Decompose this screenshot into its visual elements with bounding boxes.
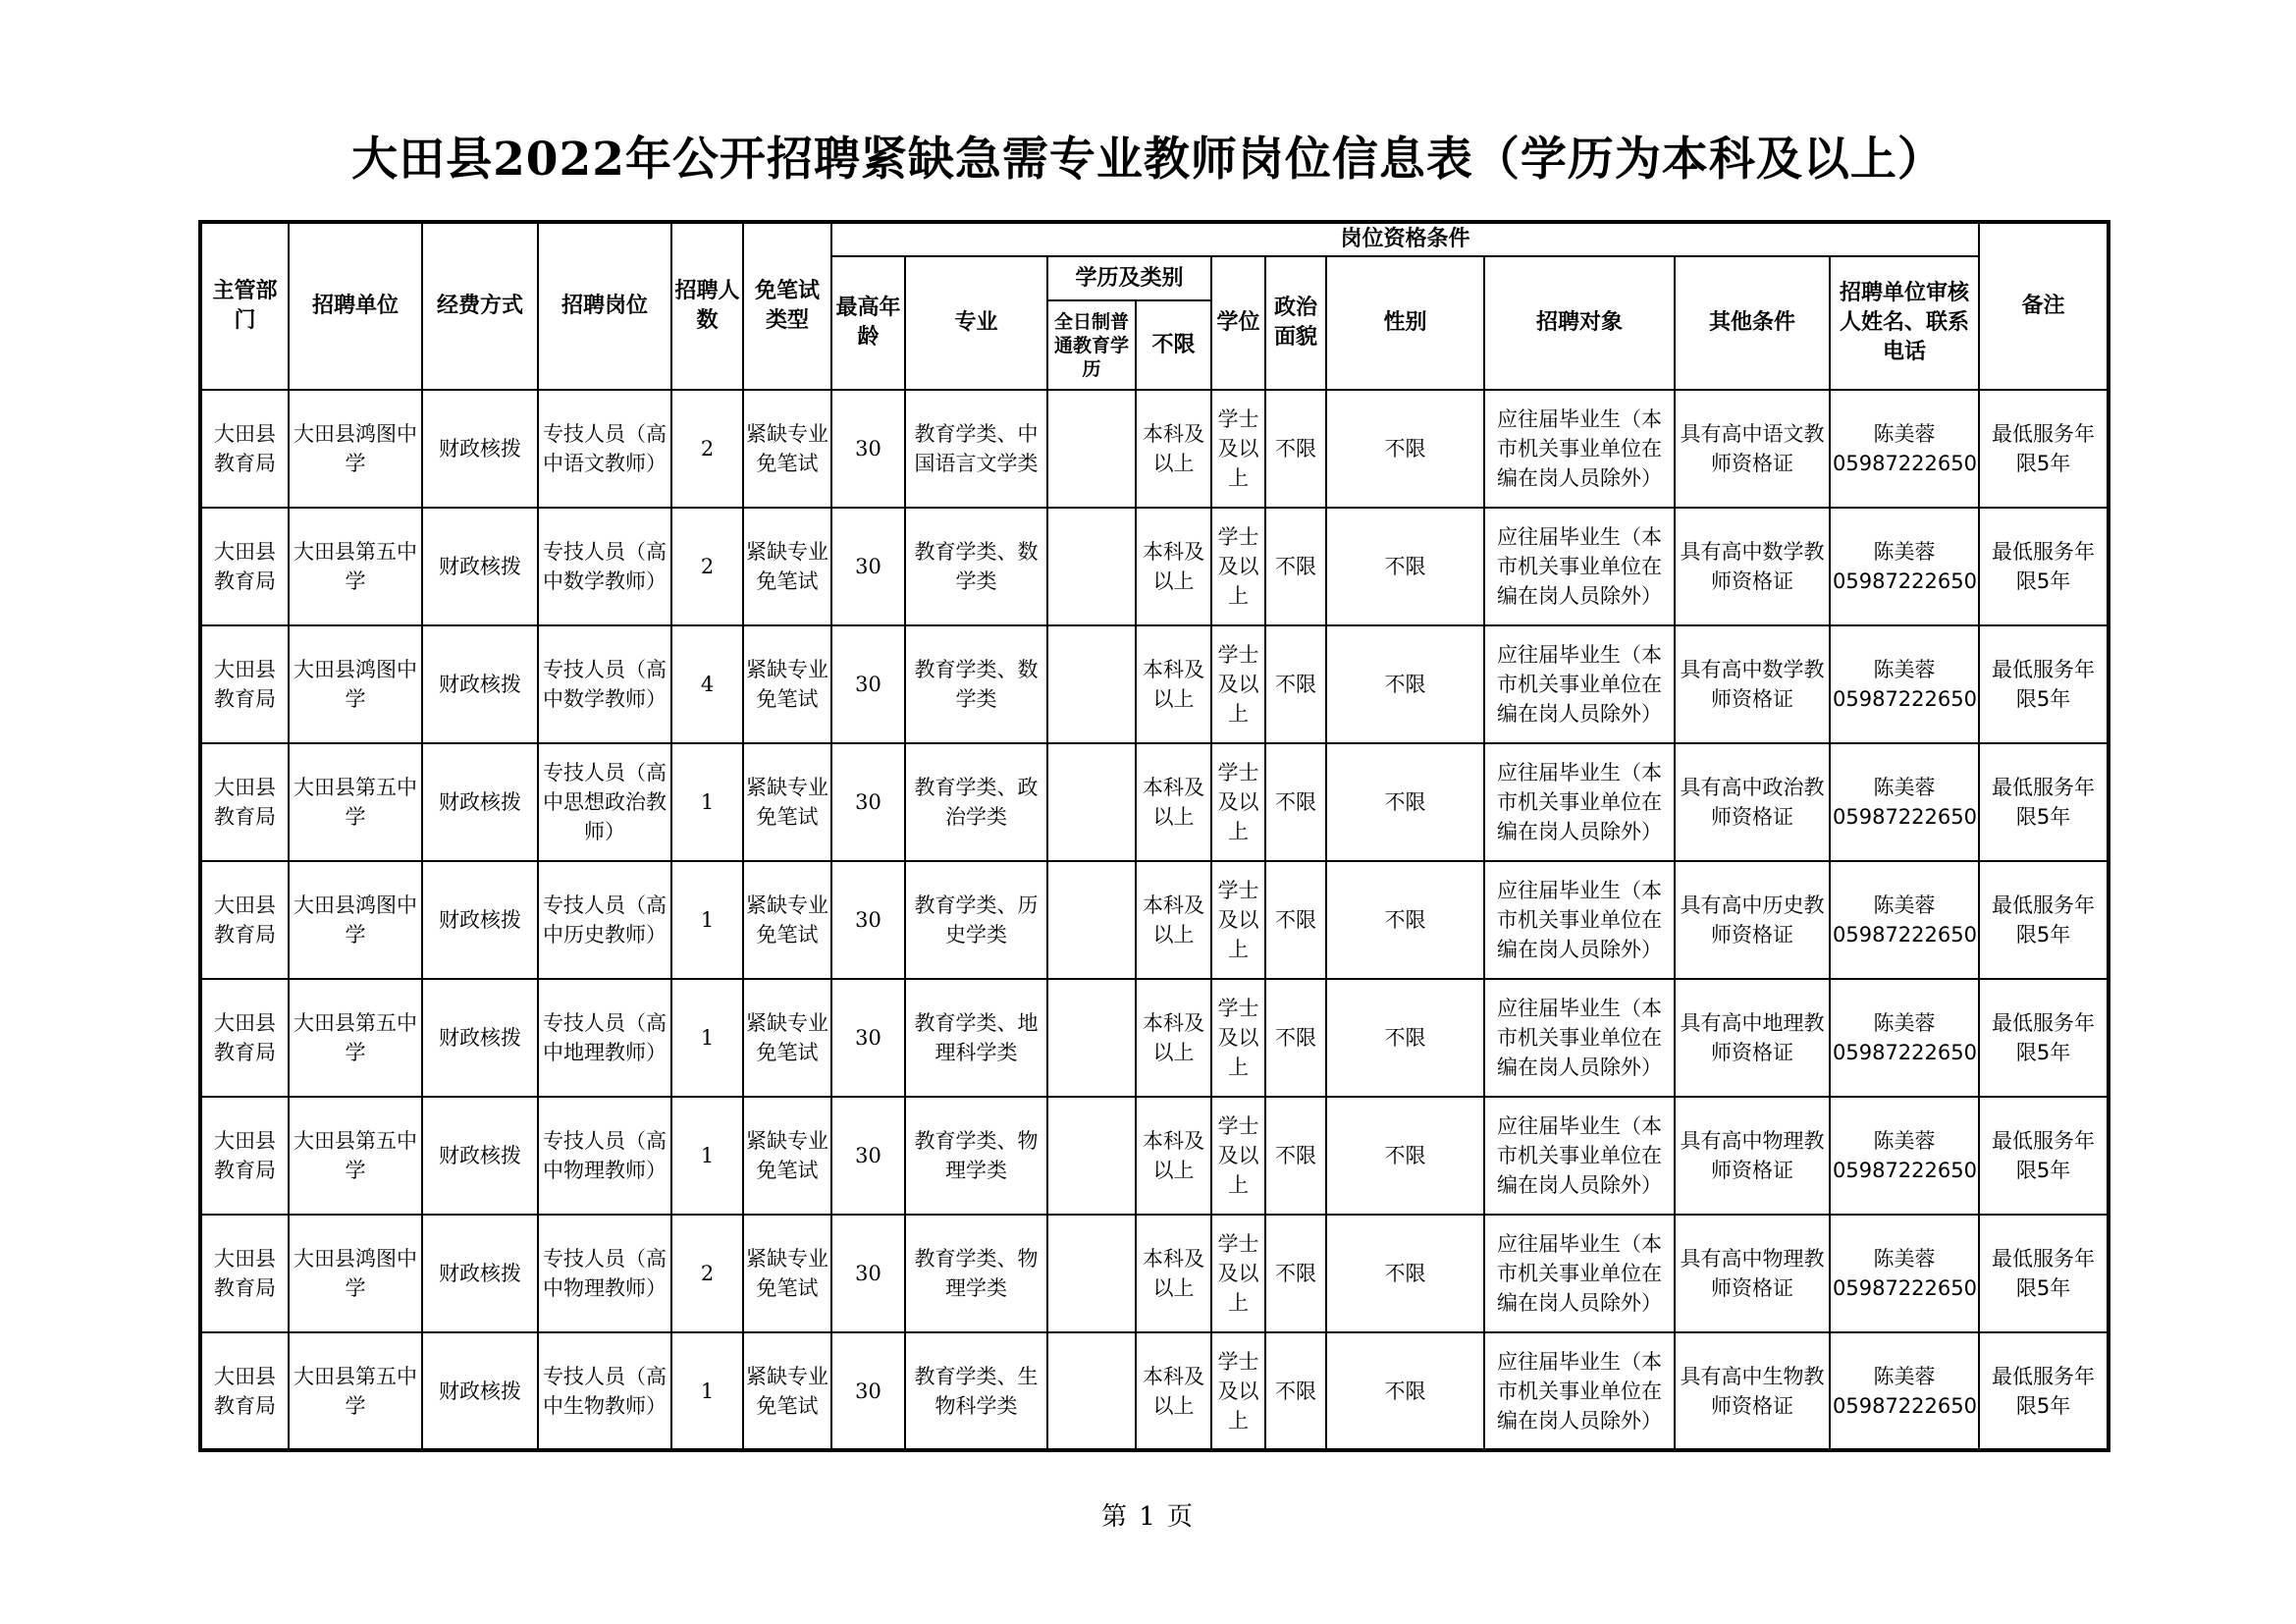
table-row <box>200 979 2109 1097</box>
cell-remarks: 最低服务年限5年 <box>1979 979 2109 1097</box>
header-count: 招聘人数 <box>671 222 743 390</box>
cell-unit: 大田县鸿图中学 <box>289 625 422 743</box>
cell-political: 不限 <box>1265 390 1326 508</box>
cell-count: 2 <box>671 508 743 625</box>
cell-post: 专技人员（高中数学教师） <box>538 508 671 625</box>
header-funding: 经费方式 <box>422 222 538 390</box>
header-unit: 招聘单位 <box>289 222 422 390</box>
header-post: 招聘岗位 <box>538 222 671 390</box>
cell-count: 2 <box>671 1215 743 1332</box>
header-political: 政治面貌 <box>1265 256 1326 390</box>
cell-degree: 学士及以上 <box>1211 1332 1265 1450</box>
header-gender: 性别 <box>1326 256 1484 390</box>
cell-target: 应往届毕业生（本市机关事业单位在编在岗人员除外） <box>1484 1097 1675 1215</box>
cell-gender: 不限 <box>1326 979 1484 1097</box>
header-major: 专业 <box>905 256 1047 390</box>
header-remarks: 备注 <box>1979 222 2109 390</box>
cell-funding: 财政核拨 <box>422 861 538 979</box>
cell-target: 应往届毕业生（本市机关事业单位在编在岗人员除外） <box>1484 1215 1675 1332</box>
cell-dept: 大田县教育局 <box>200 743 289 861</box>
table-row <box>200 625 2109 743</box>
cell-major: 教育学类、数学类 <box>905 508 1047 625</box>
header-other: 其他条件 <box>1675 256 1830 390</box>
cell-target: 应往届毕业生（本市机关事业单位在编在岗人员除外） <box>1484 743 1675 861</box>
table-row <box>200 390 2109 508</box>
cell-unit: 大田县第五中学 <box>289 508 422 625</box>
cell-post: 专技人员（高中物理教师） <box>538 1215 671 1332</box>
contact-name: 陈美蓉 <box>1873 1364 1936 1388</box>
cell-major: 教育学类、政治学类 <box>905 743 1047 861</box>
contact-phone: 05987222650 <box>1833 923 1977 947</box>
cell-gender: 不限 <box>1326 1332 1484 1450</box>
cell-unit: 大田县第五中学 <box>289 979 422 1097</box>
contact-phone: 05987222650 <box>1833 452 1977 475</box>
cell-unit: 大田县第五中学 <box>289 1097 422 1215</box>
cell-remarks: 最低服务年限5年 <box>1979 1215 2109 1332</box>
cell-target: 应往届毕业生（本市机关事业单位在编在岗人员除外） <box>1484 390 1675 508</box>
cell-age: 30 <box>831 1215 905 1332</box>
table-row <box>200 743 2109 861</box>
cell-gender: 不限 <box>1326 390 1484 508</box>
cell-fulltime <box>1047 1097 1136 1215</box>
cell-unit: 大田县鸿图中学 <box>289 1215 422 1332</box>
cell-age: 30 <box>831 1097 905 1215</box>
cell-exam: 紧缺专业免笔试 <box>743 625 831 743</box>
cell-political: 不限 <box>1265 743 1326 861</box>
cell-target: 应往届毕业生（本市机关事业单位在编在岗人员除外） <box>1484 508 1675 625</box>
contact-phone: 05987222650 <box>1833 1393 1977 1418</box>
cell-degree: 学士及以上 <box>1211 625 1265 743</box>
cell-degree: 学士及以上 <box>1211 743 1265 861</box>
cell-education: 本科及以上 <box>1136 743 1211 861</box>
cell-dept: 大田县教育局 <box>200 1215 289 1332</box>
cell-degree: 学士及以上 <box>1211 979 1265 1097</box>
contact-name: 陈美蓉 <box>1873 422 1936 446</box>
header-degree: 学位 <box>1211 256 1265 390</box>
table-row <box>200 861 2109 979</box>
cell-exam: 紧缺专业免笔试 <box>743 861 831 979</box>
cell-major: 教育学类、地理科学类 <box>905 979 1047 1097</box>
cell-dept: 大田县教育局 <box>200 1332 289 1450</box>
header-target: 招聘对象 <box>1484 256 1675 390</box>
contact-name: 陈美蓉 <box>1873 658 1936 681</box>
cell-contact <box>1830 979 1979 1097</box>
contact-phone: 05987222650 <box>1833 805 1977 829</box>
cell-funding: 财政核拨 <box>422 1215 538 1332</box>
cell-funding: 财政核拨 <box>422 625 538 743</box>
cell-count: 1 <box>671 861 743 979</box>
cell-age: 30 <box>831 508 905 625</box>
cell-post: 专技人员（高中物理教师） <box>538 1097 671 1215</box>
table-row <box>200 1215 2109 1332</box>
cell-post: 专技人员（高中历史教师） <box>538 861 671 979</box>
table-row <box>200 1332 2109 1450</box>
table-body <box>200 390 2109 1450</box>
cell-gender: 不限 <box>1326 508 1484 625</box>
contact-phone: 05987222650 <box>1833 1276 1977 1300</box>
table-row <box>200 508 2109 625</box>
cell-major: 教育学类、生物科学类 <box>905 1332 1047 1450</box>
cell-dept: 大田县教育局 <box>200 625 289 743</box>
cell-degree: 学士及以上 <box>1211 508 1265 625</box>
cell-target: 应往届毕业生（本市机关事业单位在编在岗人员除外） <box>1484 1332 1675 1450</box>
cell-degree: 学士及以上 <box>1211 390 1265 508</box>
cell-count: 4 <box>671 625 743 743</box>
cell-age: 30 <box>831 979 905 1097</box>
cell-contact <box>1830 861 1979 979</box>
cell-count: 1 <box>671 1097 743 1215</box>
cell-remarks: 最低服务年限5年 <box>1979 625 2109 743</box>
cell-major: 教育学类、物理学类 <box>905 1097 1047 1215</box>
cell-political: 不限 <box>1265 508 1326 625</box>
cell-education: 本科及以上 <box>1136 508 1211 625</box>
contact-phone: 05987222650 <box>1833 1041 1977 1064</box>
cell-fulltime <box>1047 625 1136 743</box>
contact-phone: 05987222650 <box>1833 1159 1977 1182</box>
cell-remarks: 最低服务年限5年 <box>1979 743 2109 861</box>
cell-gender: 不限 <box>1326 625 1484 743</box>
contact-name: 陈美蓉 <box>1873 1011 1936 1035</box>
cell-fulltime <box>1047 979 1136 1097</box>
cell-contact <box>1830 508 1979 625</box>
cell-education: 本科及以上 <box>1136 1332 1211 1450</box>
cell-contact <box>1830 390 1979 508</box>
cell-degree: 学士及以上 <box>1211 861 1265 979</box>
cell-political: 不限 <box>1265 861 1326 979</box>
cell-dept: 大田县教育局 <box>200 508 289 625</box>
table-header <box>200 222 2109 390</box>
cell-unit: 大田县鸿图中学 <box>289 861 422 979</box>
cell-count: 1 <box>671 979 743 1097</box>
cell-contact <box>1830 1097 1979 1215</box>
cell-fulltime <box>1047 1215 1136 1332</box>
cell-fulltime <box>1047 390 1136 508</box>
cell-education: 本科及以上 <box>1136 1097 1211 1215</box>
cell-funding: 财政核拨 <box>422 743 538 861</box>
cell-other: 具有高中生物教师资格证 <box>1675 1332 1830 1450</box>
cell-contact <box>1830 1215 1979 1332</box>
cell-exam: 紧缺专业免笔试 <box>743 1097 831 1215</box>
cell-dept: 大田县教育局 <box>200 390 289 508</box>
cell-fulltime <box>1047 1332 1136 1450</box>
cell-unit: 大田县第五中学 <box>289 1332 422 1450</box>
cell-education: 本科及以上 <box>1136 390 1211 508</box>
cell-exam: 紧缺专业免笔试 <box>743 1332 831 1450</box>
header-exam: 免笔试类型 <box>743 222 831 390</box>
cell-contact <box>1830 743 1979 861</box>
cell-remarks: 最低服务年限5年 <box>1979 861 2109 979</box>
cell-education: 本科及以上 <box>1136 625 1211 743</box>
contact-name: 陈美蓉 <box>1873 1129 1936 1153</box>
contact-name: 陈美蓉 <box>1873 776 1936 799</box>
cell-education: 本科及以上 <box>1136 1215 1211 1332</box>
cell-gender: 不限 <box>1326 1097 1484 1215</box>
cell-other: 具有高中物理教师资格证 <box>1675 1097 1830 1215</box>
page-number: 第 1 页 <box>1100 1502 1196 1532</box>
page-title: 大田县2022年公开招聘紧缺急需专业教师岗位信息表（学历为本科及以上） <box>351 133 1945 187</box>
cell-unit: 大田县鸿图中学 <box>289 390 422 508</box>
cell-fulltime <box>1047 743 1136 861</box>
cell-dept: 大田县教育局 <box>200 861 289 979</box>
cell-gender: 不限 <box>1326 861 1484 979</box>
cell-other: 具有高中数学教师资格证 <box>1675 508 1830 625</box>
cell-political: 不限 <box>1265 1215 1326 1332</box>
cell-post: 专技人员（高中数学教师） <box>538 625 671 743</box>
cell-major: 教育学类、历史学类 <box>905 861 1047 979</box>
cell-other: 具有高中数学教师资格证 <box>1675 625 1830 743</box>
cell-count: 1 <box>671 743 743 861</box>
cell-education: 本科及以上 <box>1136 861 1211 979</box>
header-dept: 主管部门 <box>200 222 289 390</box>
cell-fulltime <box>1047 508 1136 625</box>
cell-gender: 不限 <box>1326 1215 1484 1332</box>
cell-funding: 财政核拨 <box>422 979 538 1097</box>
cell-other: 具有高中物理教师资格证 <box>1675 1215 1830 1332</box>
cell-dept: 大田县教育局 <box>200 979 289 1097</box>
contact-phone: 05987222650 <box>1833 687 1977 711</box>
cell-target: 应往届毕业生（本市机关事业单位在编在岗人员除外） <box>1484 979 1675 1097</box>
contact-phone: 05987222650 <box>1833 569 1977 593</box>
cell-education: 本科及以上 <box>1136 979 1211 1097</box>
cell-post: 专技人员（高中生物教师） <box>538 1332 671 1450</box>
cell-post: 专技人员（高中语文教师） <box>538 390 671 508</box>
cell-target: 应往届毕业生（本市机关事业单位在编在岗人员除外） <box>1484 861 1675 979</box>
cell-unit: 大田县第五中学 <box>289 743 422 861</box>
contact-name: 陈美蓉 <box>1873 540 1936 564</box>
cell-other: 具有高中历史教师资格证 <box>1675 861 1830 979</box>
cell-funding: 财政核拨 <box>422 1332 538 1450</box>
cell-funding: 财政核拨 <box>422 1097 538 1215</box>
table-row <box>200 1097 2109 1215</box>
cell-political: 不限 <box>1265 1097 1326 1215</box>
cell-exam: 紧缺专业免笔试 <box>743 743 831 861</box>
header-age: 最高年龄 <box>831 256 905 390</box>
cell-political: 不限 <box>1265 1332 1326 1450</box>
cell-contact <box>1830 1332 1979 1450</box>
cell-other: 具有高中地理教师资格证 <box>1675 979 1830 1097</box>
cell-major: 教育学类、数学类 <box>905 625 1047 743</box>
cell-funding: 财政核拨 <box>422 390 538 508</box>
contact-name: 陈美蓉 <box>1873 893 1936 917</box>
cell-major: 教育学类、物理学类 <box>905 1215 1047 1332</box>
cell-target: 应往届毕业生（本市机关事业单位在编在岗人员除外） <box>1484 625 1675 743</box>
cell-age: 30 <box>831 625 905 743</box>
cell-count: 2 <box>671 390 743 508</box>
cell-degree: 学士及以上 <box>1211 1097 1265 1215</box>
cell-degree: 学士及以上 <box>1211 1215 1265 1332</box>
cell-remarks: 最低服务年限5年 <box>1979 1332 2109 1450</box>
cell-major: 教育学类、中国语言文学类 <box>905 390 1047 508</box>
cell-funding: 财政核拨 <box>422 508 538 625</box>
cell-post: 专技人员（高中地理教师） <box>538 979 671 1097</box>
cell-remarks: 最低服务年限5年 <box>1979 508 2109 625</box>
header-education-group: 学历及类别 <box>1047 256 1211 300</box>
header-fulltime: 全日制普通教育学历 <box>1047 300 1136 390</box>
cell-gender: 不限 <box>1326 743 1484 861</box>
cell-exam: 紧缺专业免笔试 <box>743 390 831 508</box>
cell-remarks: 最低服务年限5年 <box>1979 390 2109 508</box>
header-reviewer: 招聘单位审核人姓名、联系电话 <box>1830 256 1979 390</box>
recruitment-table <box>198 220 2110 1452</box>
cell-other: 具有高中政治教师资格证 <box>1675 743 1830 861</box>
cell-post: 专技人员（高中思想政治教师） <box>538 743 671 861</box>
cell-fulltime <box>1047 861 1136 979</box>
cell-age: 30 <box>831 390 905 508</box>
cell-age: 30 <box>831 861 905 979</box>
cell-political: 不限 <box>1265 625 1326 743</box>
cell-political: 不限 <box>1265 979 1326 1097</box>
cell-contact <box>1830 625 1979 743</box>
cell-remarks: 最低服务年限5年 <box>1979 1097 2109 1215</box>
cell-other: 具有高中语文教师资格证 <box>1675 390 1830 508</box>
header-unlimited: 不限 <box>1136 300 1211 390</box>
cell-exam: 紧缺专业免笔试 <box>743 1215 831 1332</box>
cell-age: 30 <box>831 1332 905 1450</box>
cell-age: 30 <box>831 743 905 861</box>
cell-exam: 紧缺专业免笔试 <box>743 979 831 1097</box>
cell-dept: 大田县教育局 <box>200 1097 289 1215</box>
contact-name: 陈美蓉 <box>1873 1247 1936 1271</box>
cell-count: 1 <box>671 1332 743 1450</box>
header-qualification-group: 岗位资格条件 <box>831 222 1979 256</box>
cell-exam: 紧缺专业免笔试 <box>743 508 831 625</box>
